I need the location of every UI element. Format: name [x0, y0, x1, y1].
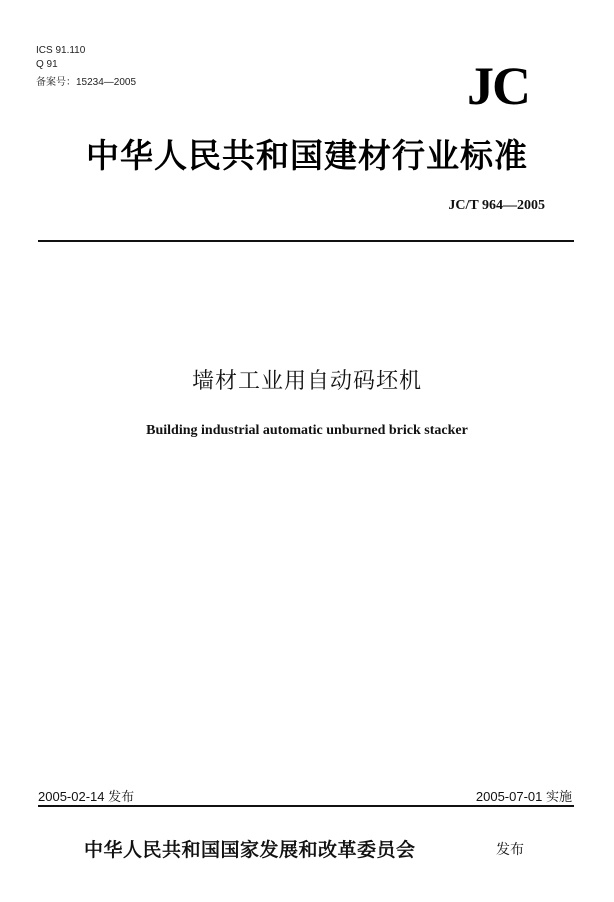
standard-number: JC/T 964—2005 — [448, 198, 545, 213]
document-title-english: Building industrial automatic unburned brick stacker — [146, 423, 468, 438]
ics-code: ICS 91.110 — [36, 45, 86, 56]
jc-logo: JC — [467, 56, 529, 116]
document-title-chinese: 墙材工业用自动码坯机 — [191, 369, 422, 394]
publisher-name: 中华人民共和国国家发展和改革委员会 — [84, 839, 416, 861]
issue-date: 2005-02-14 发布 — [38, 789, 135, 804]
filing-number: 备案号：15234—2005 — [36, 77, 137, 88]
ccs-code: Q 91 — [36, 59, 58, 70]
publish-label: 发布 — [496, 842, 524, 858]
top-divider — [38, 240, 574, 242]
bottom-divider — [38, 805, 574, 807]
implementation-date: 2005-07-01 实施 — [475, 789, 572, 804]
standard-category-title: 中华人民共和国建材行业标准 — [86, 136, 528, 175]
